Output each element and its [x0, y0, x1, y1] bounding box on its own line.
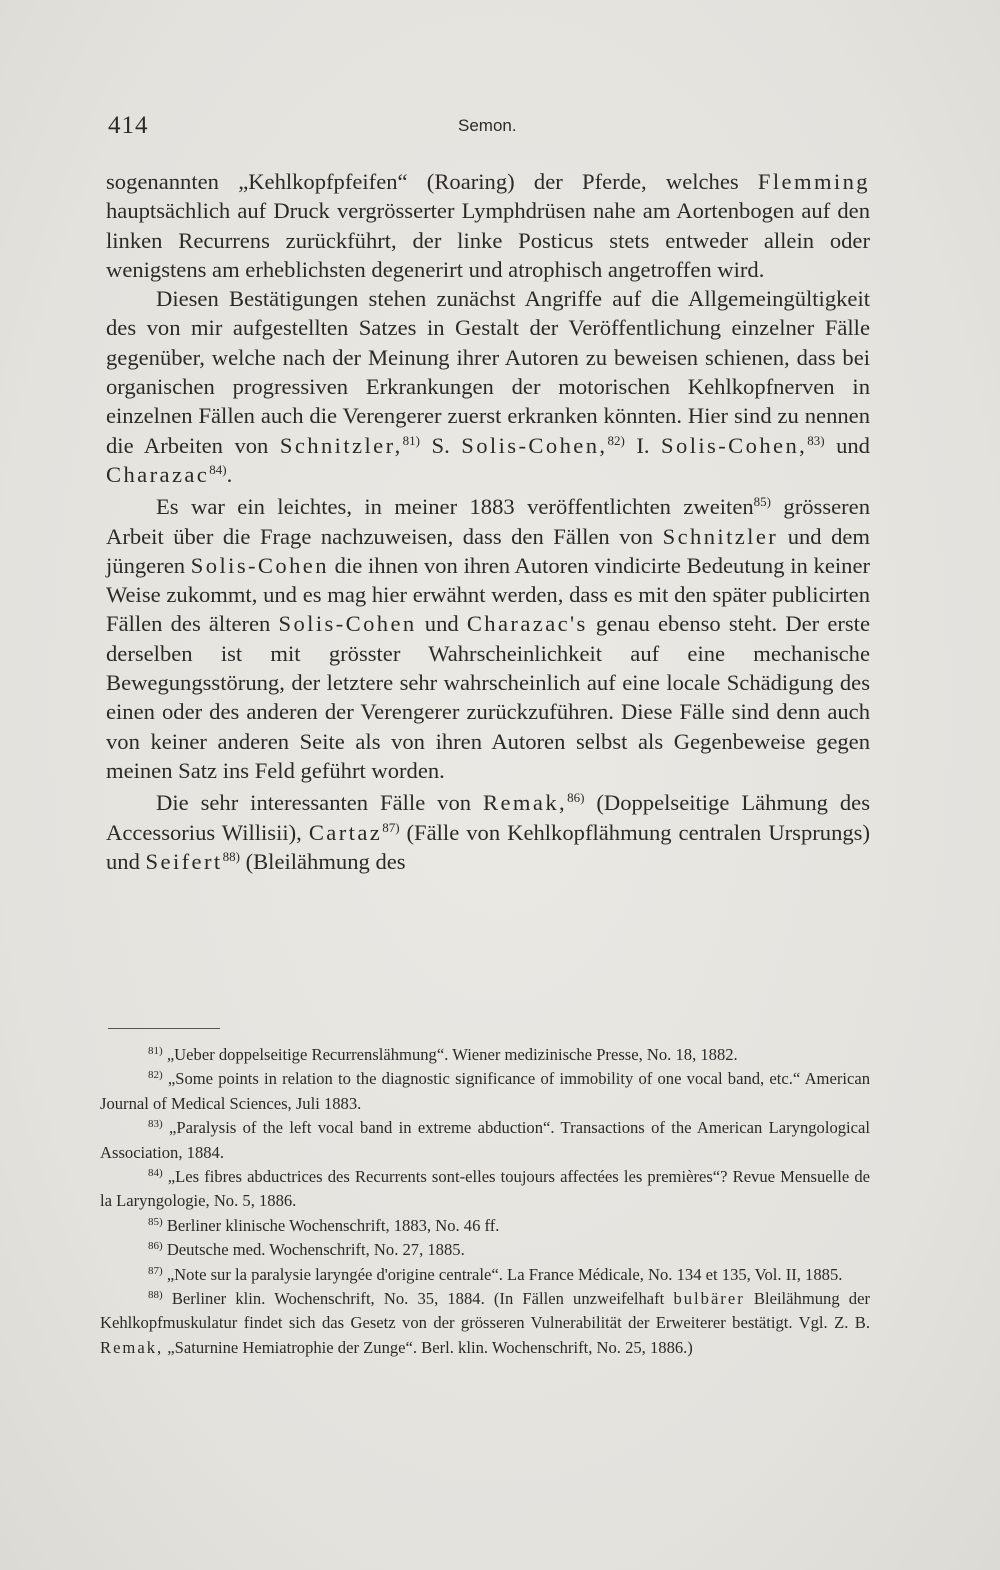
author-name: Schnitzler [662, 523, 779, 549]
page-header [108, 112, 868, 152]
body-text [106, 167, 870, 876]
author-name: Remak, [483, 790, 568, 816]
author-name: Solis-Cohen [190, 552, 329, 578]
paragraph-3: Es war ein leichtes, in meiner 1883 veröffentlichten zweiten$^{85)}$ grösseren Arbeit über die Frage nachzuweisen, dass den Fällen von Schnitzler und dem jüngeren Solis-Cohen die ihnen von ihren Autoren vindicirte Bedeutung in keiner Weise zukommt, und es mag hier erwähnt werden, dass es mit den später publicirten Fällen des älteren Solis-Cohen und Charazac's genau ebenso steht. Der erste derselben ist mit grösster Wahrscheinlichkeit auf eine mechanische Bewegungsstörung, der letztere sehr wahrscheinlich auf eine locale Schädigung des einen oder des anderen der Verengerer zurückzuführen. Diese Fälle sind denn auch von keiner anderen Seite als von ihren Autoren selbst als Gegenbeweise gegen meinen Satz ins Feld geführt worden. [106, 494, 870, 783]
footnote-ref: 85) [753, 494, 771, 510]
author-name: Charazac's [466, 611, 588, 637]
footnote-87: $^{87)}$ „Note sur la paralysie laryngée d'origine centrale“. La France Médicale, No. 134 et 135, Vol. II, 1885. [148, 1264, 843, 1284]
footnote-85: $^{85)}$ Berliner klinische Wochenschrift, 1883, No. 46 ff. [148, 1215, 500, 1235]
author-name: Flemming [757, 169, 870, 194]
page-number: 414 [108, 112, 149, 139]
footnote-ref: 86) [567, 790, 585, 806]
author-name: Seifert [145, 848, 223, 874]
footnote-81: $^{81)}$ „Ueber doppelseitige Recurrenslähmung“. Wiener medizinische Presse, No. 18, 1882. [148, 1045, 738, 1064]
paragraph-4: Die sehr interessanten Fälle von Remak,$^{86)}$ (Doppelseitige Lähmung des Accessorius Willisii), Cartaz$^{87)}$ (Fälle von Kehlkopflähmung centralen Ursprungs) und Seifert$^{88)}$ (Bleilähmung des [106, 790, 870, 874]
footnote-86: $^{86)}$ Deutsche med. Wochenschrift, No. 27, 1885. [148, 1240, 465, 1260]
author-name: Schnitzler, [279, 432, 403, 458]
footnote-ref: 88) [222, 848, 240, 864]
footnote-82: $^{82)}$ „Some points in relation to the diagnostic significance of immobility of one vocal band, etc.“ American Journal of Medical Sciences, Juli 1883. [100, 1069, 870, 1113]
footnote-83: $^{83)}$ „Paralysis of the left vocal band in extreme abduction“. Transactions of the American Laryngological Association, 1884. [100, 1118, 870, 1162]
footnote-ref: 84) [209, 461, 227, 477]
paragraph-2: Diesen Bestätigungen stehen zunächst Angriffe auf die Allgemeingültigkeit des von mir aufgestellten Satzes in Gestalt der Veröffentlichung einzelner Fälle gegenüber, welche nach der Meinung ihrer Autoren zu beweisen schienen, dass bei organischen progressiven Erkrankungen der motorischen Kehlkopfnerven in einzelnen Fällen auch die Verengerer zuerst erkranken könnten. Hier sind zu nennen die Arbeiten von Schnitzler,$^{81)}$ S. Solis-Cohen,$^{82)}$ I. Solis-Cohen,$^{83)}$ und Charazac$^{84)}$. [106, 286, 870, 487]
footnote-divider [108, 1028, 220, 1029]
author-name: Charazac [106, 461, 210, 487]
author-name: Cartaz [308, 819, 383, 845]
footnote-ref: 87) [382, 819, 400, 835]
footnotes [100, 1043, 870, 1360]
footnote-84: $^{84)}$ „Les fibres abductrices des Recurrents sont-elles toujours affectées les premières“? Revue Mensuelle de la Laryngologie, No. 5, 1886. [100, 1167, 870, 1211]
running-head: Semon. [458, 116, 517, 135]
footnote-ref: 83) [807, 432, 825, 448]
author-name: Solis-Cohen, [461, 432, 608, 458]
footnote-ref: 81) [402, 432, 420, 448]
author-name: Solis-Cohen, [661, 432, 808, 458]
footnote-ref: 82) [607, 432, 625, 448]
paragraph-1: sogenannten „Kehlkopfpfeifen“ (Roaring) der Pferde, welches Flemming hauptsächlich auf Druck vergrösserter Lymphdrüsen nahe am Aortenbogen auf den linken Recurrens zurückführt, der linke Posticus stets entweder allein oder wenigstens am erheblichsten degenerirt und atrophisch angetroffen wird. [106, 169, 870, 282]
author-name: Solis-Cohen [278, 611, 417, 637]
footnote-88: $^{88)}$ Berliner klin. Wochenschrift, No. 35, 1884. (In Fällen unzweifelhaft bulbärer Bleilähmung der Kehlkopfmuskulatur findet sich das Gesetz von der grösseren Vulnerabilität der Erweiterer bestätigt. Vgl. Z. B. Remak, „Saturnine Hemiatrophie der Zunge“. Berl. klin. Wochenschrift, No. 25, 1886.) [100, 1289, 870, 1357]
